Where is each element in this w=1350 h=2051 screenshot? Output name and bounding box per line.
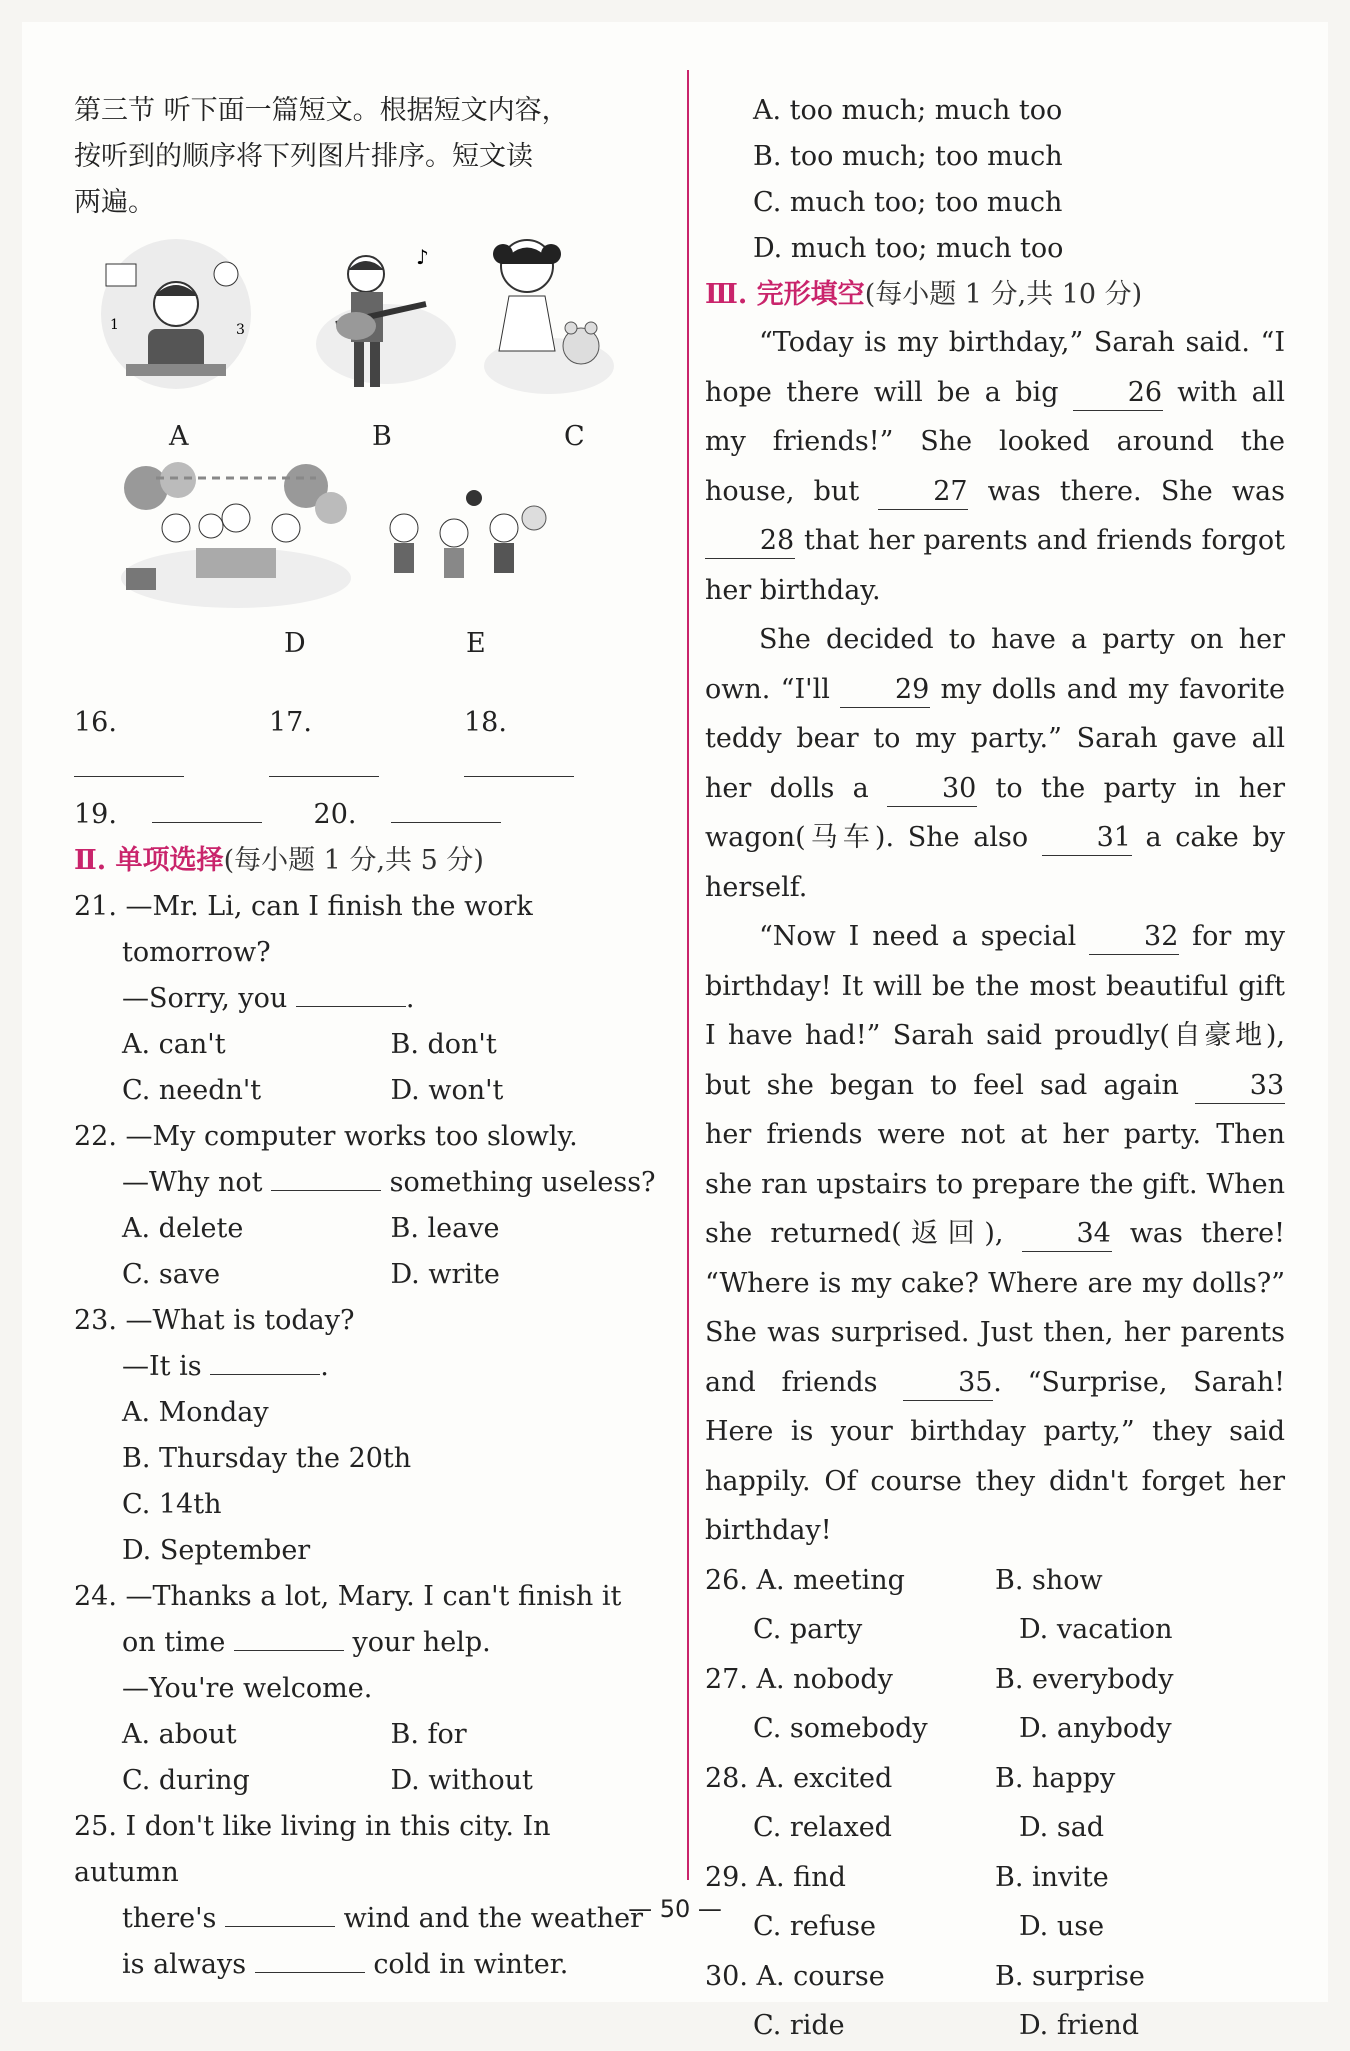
picture-e-playing [374, 488, 554, 608]
blank-25b[interactable] [255, 1972, 365, 1973]
option-25-c[interactable]: C. much too; too much [753, 187, 1063, 218]
option-24-d[interactable]: D. without [390, 1765, 533, 1796]
answer-20: 20. [314, 792, 528, 838]
blank-33[interactable]: 33 [1195, 1069, 1285, 1104]
option-24-c[interactable]: C. during [122, 1765, 250, 1796]
option-21-d[interactable]: D. won't [390, 1075, 504, 1106]
blank-29[interactable]: 29 [840, 673, 930, 708]
option-22-a[interactable]: A. delete [122, 1213, 244, 1244]
option-27-d[interactable]: D. anybody [1019, 1713, 1172, 1744]
picture-set [74, 226, 659, 666]
picture-c-teddy [479, 226, 619, 404]
blank-24[interactable] [234, 1650, 344, 1651]
option-29-d[interactable]: D. use [1019, 1911, 1105, 1942]
passage-paragraph-3: “Now I need a special 32 for my birthday! It will be the most beautiful gift I have had!” Sarah said proudly(自豪地), but she began to feel sad again 33 her friends were not at her party. Then she ran upstairs to prepare the gift. When she returned(返回), 34 was there! “Where is my cake? Where are my dolls?” She was surprised. Just then, her parents and friends 35. “Surprise, Sarah! Here is your birthday party,” they said happily. Of course they didn't forget her birthday! [705, 921, 1286, 1546]
question-21: 21. —Mr. Li, can I finish the work tomorrow? —Sorry, you . A. can't B. don't C. needn't D. won't [74, 884, 659, 1114]
blank-19[interactable] [152, 822, 262, 823]
option-29-a[interactable]: 29. A. find [705, 1861, 846, 1893]
picture-b-guitar [296, 234, 456, 404]
svg-text:♪: ♪ [416, 245, 429, 269]
option-24-b[interactable]: B. for [390, 1719, 467, 1750]
passage-paragraph-1: “Today is my birthday,” Sarah said. “I hope there will be a big 26 with all my friends!” She looked around the house, but 27 was there. She was 28 that her parents and friends forgot her birthday. [705, 327, 1285, 606]
question-25: 25. I don't like living in this city. In autumn there's wind and the weather is always cold in winter. [74, 1811, 644, 1980]
blank-22[interactable] [271, 1190, 381, 1191]
option-22-b[interactable]: B. leave [390, 1213, 500, 1244]
picture-label-a: A [169, 421, 189, 452]
section3-heading: 第三节 听下面一篇短文。根据短文内容， 按听到的顺序将下列图片排序。短文读 两遍。 [74, 95, 569, 218]
option-21-a[interactable]: A. can't [122, 1029, 226, 1060]
blank-34[interactable]: 34 [1022, 1217, 1112, 1252]
option-25-a[interactable]: A. too much; much too [753, 95, 1063, 126]
option-29-b[interactable]: B. invite [995, 1861, 1109, 1893]
option-23-a[interactable]: A. Monday [122, 1397, 269, 1428]
blank-25a[interactable] [225, 1926, 335, 1927]
passage-paragraph-2: She decided to have a party on her own. “I'll 29 my dolls and my favorite teddy bear to my party.” Sarah gave all her dolls a 30 to the party in her wagon(马车). She also 31 a cake by herself. [705, 624, 1286, 903]
option-25-d[interactable]: D. much too; much too [753, 233, 1064, 264]
question-22: 22. —My computer works too slowly. —Why not something useless? A. delete B. leave C. save D. write [74, 1114, 659, 1298]
part3-heading: Ⅲ. 完形填空(每小题 1 分,共 10 分) [705, 279, 1143, 310]
blank-18[interactable] [464, 776, 574, 777]
blank-23[interactable] [210, 1374, 320, 1375]
option-30-a[interactable]: 30. A. course [705, 1960, 885, 1992]
blank-21[interactable] [296, 1006, 406, 1007]
answer-16: 16. [74, 700, 243, 792]
picture-a-studying [86, 234, 266, 404]
option-30-d[interactable]: D. friend [1019, 2010, 1140, 2041]
option-23-b[interactable]: B. Thursday the 20th [122, 1443, 412, 1474]
answer-blanks-16-20 [74, 700, 659, 838]
blank-20[interactable] [391, 822, 501, 823]
question-24: 24. —Thanks a lot, Mary. I can't finish it on time your help. —You're welcome. A. about B. for C. during D. without [74, 1574, 659, 1804]
picture-label-c: C [564, 421, 585, 452]
option-28-c[interactable]: C. relaxed [753, 1812, 892, 1843]
option-28-a[interactable]: 28. A. excited [705, 1762, 893, 1794]
option-29-c[interactable]: C. refuse [753, 1911, 876, 1942]
question-25-options [705, 88, 1285, 272]
option-26-a[interactable]: 26. A. meeting [705, 1564, 905, 1596]
blank-30[interactable]: 30 [887, 772, 977, 807]
question-23: 23. —What is today? —It is . A. Monday B. Thursday the 20th C. 14th D. September [74, 1298, 659, 1574]
left-column [74, 88, 659, 1988]
option-21-c[interactable]: C. needn't [122, 1075, 262, 1106]
option-22-d[interactable]: D. write [390, 1259, 500, 1290]
option-27-a[interactable]: 27. A. nobody [705, 1663, 893, 1695]
right-column [705, 88, 1285, 2051]
option-30-b[interactable]: B. surprise [995, 1960, 1145, 1992]
blank-26[interactable]: 26 [1073, 376, 1163, 411]
cloze-passage [705, 318, 1285, 1556]
answer-17: 17. [269, 700, 438, 792]
blank-28[interactable]: 28 [705, 524, 795, 559]
svg-text:3: 3 [236, 322, 245, 338]
option-22-c[interactable]: C. save [122, 1259, 221, 1290]
picture-d-party [116, 458, 356, 613]
blank-32[interactable]: 32 [1089, 920, 1179, 955]
page-number: — 50 — [628, 1895, 722, 1923]
picture-label-e: E [466, 628, 486, 659]
option-27-b[interactable]: B. everybody [995, 1663, 1174, 1695]
answer-19: 19. [74, 792, 288, 838]
option-26-d[interactable]: D. vacation [1019, 1614, 1173, 1645]
cloze-options [705, 1556, 1285, 2051]
option-23-c[interactable]: C. 14th [122, 1489, 222, 1520]
option-28-b[interactable]: B. happy [995, 1762, 1116, 1794]
blank-16[interactable] [74, 776, 184, 777]
blank-17[interactable] [269, 776, 379, 777]
part2-heading: Ⅱ. 单项选择(每小题 1 分,共 5 分) [74, 845, 484, 876]
answer-18: 18. [464, 700, 633, 792]
option-27-c[interactable]: C. somebody [753, 1713, 928, 1744]
option-26-c[interactable]: C. party [753, 1614, 863, 1645]
option-21-b[interactable]: B. don't [390, 1029, 497, 1060]
option-25-b[interactable]: B. too much; too much [753, 141, 1063, 172]
picture-label-d: D [284, 628, 306, 659]
picture-label-b: B [372, 421, 392, 452]
svg-text:1: 1 [110, 317, 119, 333]
option-24-a[interactable]: A. about [122, 1719, 237, 1750]
blank-31[interactable]: 31 [1042, 821, 1132, 856]
option-28-d[interactable]: D. sad [1019, 1812, 1105, 1843]
blank-27[interactable]: 27 [878, 475, 968, 510]
option-23-d[interactable]: D. September [122, 1535, 311, 1566]
option-26-b[interactable]: B. show [995, 1564, 1103, 1596]
column-divider [687, 70, 689, 1880]
option-30-c[interactable]: C. ride [753, 2010, 845, 2041]
blank-35[interactable]: 35 [903, 1366, 993, 1401]
